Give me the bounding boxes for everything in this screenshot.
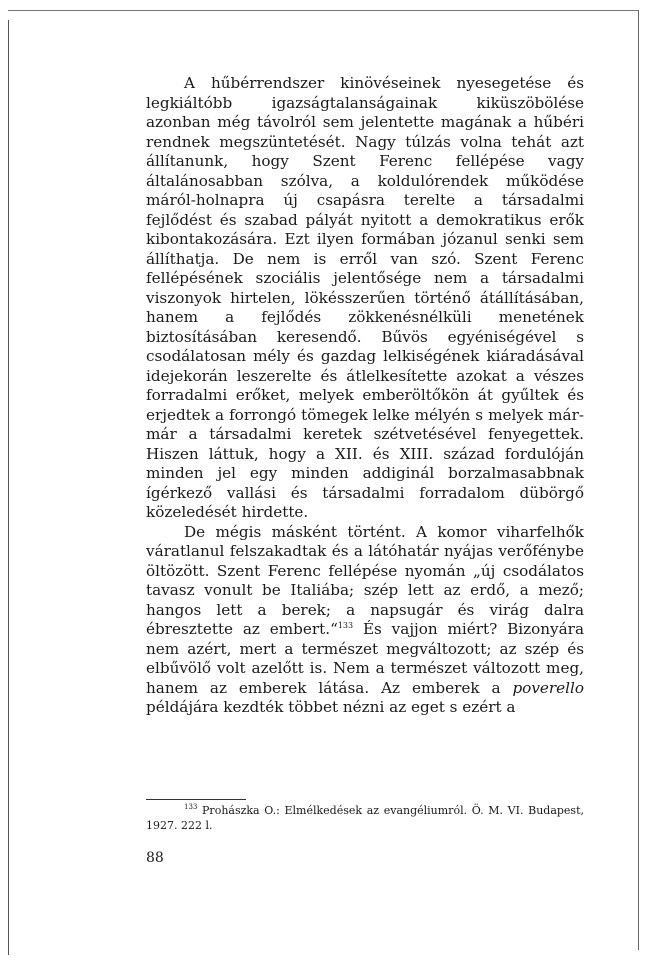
paragraph-2-part-2: És vajjon miért? Bizonyára nem azért, mert a természet megváltozott; az szép és elbűvölő volt azelőtt is. Nem a természet változott meg, hanem az emberek látása. Az emberek a [146,620,584,697]
page-edge-top [8,10,639,11]
paragraph-2 [146,523,584,718]
footnote-divider [146,799,246,800]
footnote [146,803,584,833]
footnote-number: 133 [184,803,198,812]
paragraph-2-part-1: De mégis másként történt. A komor viharfelhők váratlanul felszakadtak és a látóhatár nyájas verőfénybe öltözött. Szent Ferenc fellépése nyomán „új csodálatos tavasz vonult be Italiába; szép lett az erdő, a mező; hangos lett a berek; a napsugár és virág dalra ébresztette az embert.“ [146,522,584,638]
paragraph-1: A hűbérrendszer kinövéseinek nyesegetése és legkiáltóbb igazságtalanságainak kiküszöbölése azonban még távolról sem jelentette magának a hűbéri rendnek megszüntetését. Nagy túlzás volna tehát azt állítanunk, hogy Szent Ferenc fellépése vagy általánosabban szólva, a koldulórendek működése máról-holnapra új csapásra terelte a társadalmi fejlődést és szabad pályát nyitott a demokratikus erők kibontakozására. Ezt ilyen formában józanul senki sem állíthatja. De nem is erről van szó. Szent Ferenc fellépésének szociális jelentősége nem a társadalmi viszonyok hirtelen, lökésszerűen történő átállításában, hanem a fejlődés zökkenésnélküli menetének biztosításában keresendő. Bűvös egyéniségével s csodálatosan mély és gazdag lelkiségének kiáradásával idejekorán leszerelte és átlelkesítette azokat a vészes forradalmi erőket, melyek emberöltőkön át gyűltek és erjedtek a forrongó tömegek lelke mélyén s melyek már-már a társadalmi keretek szétvetésével fenyegettek. Hiszen láttuk, hogy a XII. és XIII. század fordulóján minden jel egy minden addiginál borzalmasabbnak ígérkező vallási és társadalmi forradalom dübörgő közeledését hirdette. [146,74,584,521]
page-edge-right [638,10,639,950]
paragraph-2-part-3: példájára kezdték többet nézni az eget s ezért a [146,698,516,716]
body-text [146,74,584,718]
footnote-text: Prohászka O.: Elmélkedések az evangéliumról. Ö. M. VI. Budapest, 1927. 222 l. [146,804,584,832]
page-number: 88 [146,850,164,866]
paragraph-2-italic: poverello [512,678,584,697]
footnote-reference: 133 [337,620,354,630]
page-edge-left [8,20,9,955]
